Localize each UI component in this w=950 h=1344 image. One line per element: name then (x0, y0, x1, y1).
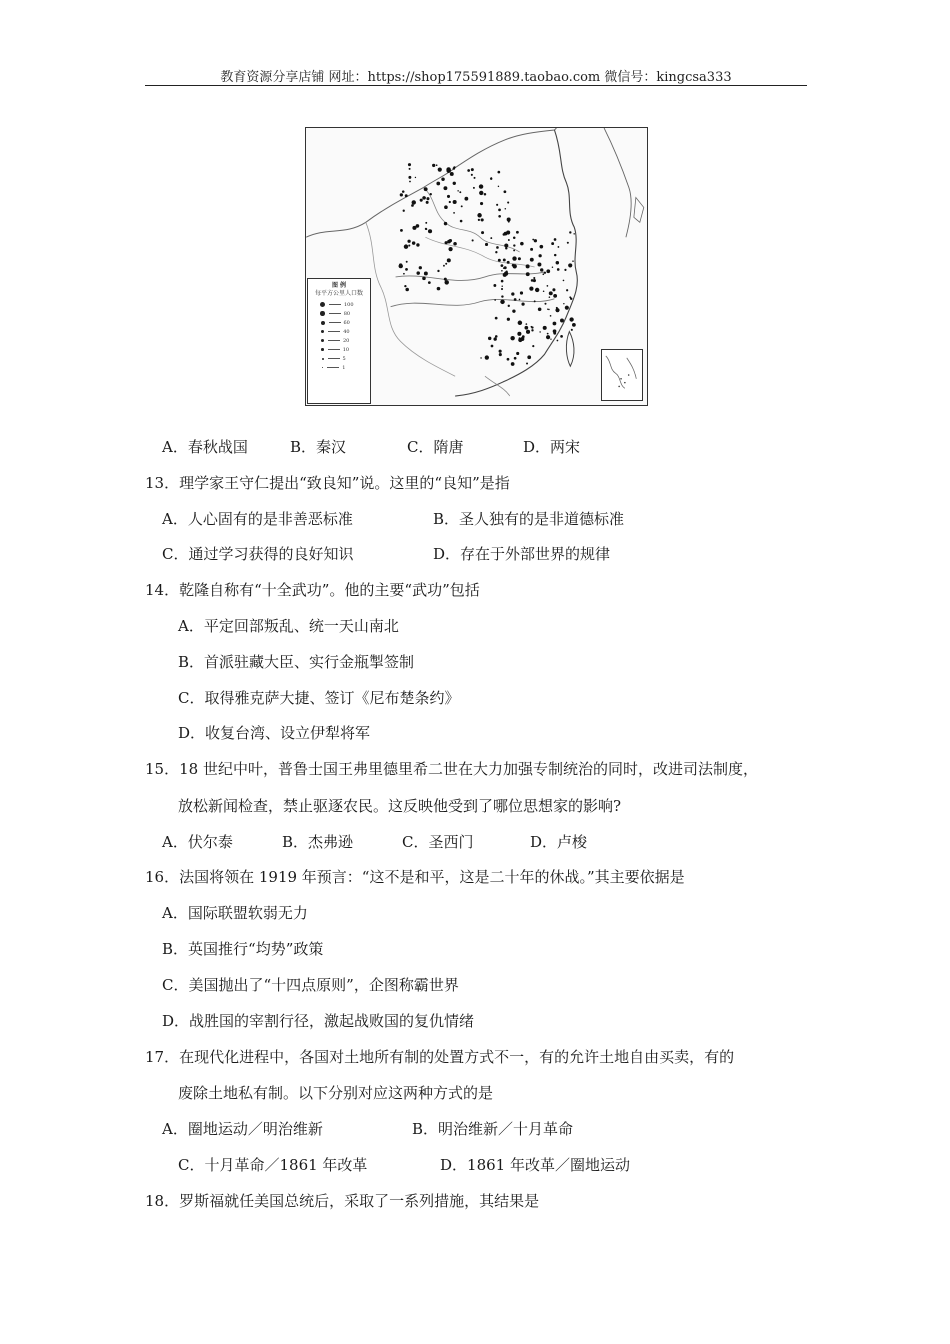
population-dot (430, 193, 432, 195)
population-dot (484, 193, 487, 196)
population-dot (529, 287, 533, 291)
legend-row (308, 336, 370, 345)
legend-value: 10 (342, 346, 350, 353)
population-dot (544, 303, 546, 305)
population-dot (507, 358, 510, 361)
population-dot (501, 280, 504, 283)
population-dot (531, 326, 533, 328)
population-dot (533, 277, 535, 279)
population-dot (428, 281, 431, 284)
population-dot (552, 288, 555, 291)
population-dot (507, 318, 510, 321)
population-dot (464, 197, 468, 201)
population-dot (508, 239, 510, 241)
population-dot (403, 273, 405, 275)
population-dot (473, 187, 475, 189)
q12-option-d: D．两宋 (523, 438, 581, 456)
population-dot (532, 345, 534, 347)
q15-stem-line2: 放松新闻检查，禁止驱逐农民。这反映他受到了哪位思想家的影响? (178, 797, 622, 815)
population-dot (445, 263, 447, 265)
population-dot (553, 294, 557, 298)
population-dot (531, 329, 533, 331)
population-dot (524, 326, 528, 330)
population-dot (564, 269, 566, 271)
population-dot (460, 220, 463, 223)
population-dot (522, 335, 525, 338)
population-dot (526, 363, 528, 365)
legend-value: 20 (343, 337, 350, 344)
population-dot (441, 177, 444, 180)
legend-row (308, 327, 370, 336)
population-dot (520, 242, 524, 246)
q12-option-b: B．秦汉 (290, 438, 347, 456)
population-dot (407, 240, 410, 243)
population-dot (412, 226, 416, 230)
population-dot (543, 326, 547, 330)
population-dot (412, 241, 415, 244)
population-dot (453, 182, 456, 185)
population-dot (563, 280, 565, 282)
legend-row (308, 354, 370, 363)
legend-value: 5 (342, 355, 346, 362)
population-dot (560, 335, 563, 338)
population-dot (494, 299, 496, 301)
population-dot (437, 270, 439, 272)
population-dot (478, 219, 480, 221)
population-dot (573, 233, 574, 234)
population-dot (514, 357, 517, 360)
legend-dot-icon (322, 358, 324, 360)
population-dot (453, 242, 457, 246)
population-dot (481, 218, 484, 221)
population-dot (448, 247, 452, 251)
population-dot (548, 309, 549, 310)
q16-option-c: C．美国抛出了“十四点原则”，企图称霸世界 (162, 976, 459, 994)
legend-value: 40 (343, 328, 350, 335)
legend-dot-icon (321, 339, 324, 342)
q16-stem: 16．法国将领在 1919 年预言：“这不是和平，这是二十年的休战。”其主要依据是 (145, 868, 685, 886)
population-dot (453, 212, 455, 214)
population-dot (501, 288, 503, 290)
legend-value: 80 (343, 310, 351, 317)
population-dot (409, 168, 411, 170)
population-dot (534, 300, 536, 302)
population-dot (501, 270, 503, 272)
population-dot (542, 273, 544, 275)
population-dot (424, 197, 425, 198)
population-dot (519, 299, 521, 301)
population-dot (443, 186, 447, 190)
population-dot (572, 323, 576, 327)
q13-stem: 13．理学家王守仁提出“致良知”说。这里的“良知”是指 (145, 474, 510, 492)
population-dot (514, 298, 517, 301)
population-dot (424, 187, 428, 191)
population-dot (457, 190, 458, 191)
population-dot (405, 268, 408, 271)
population-dot (408, 163, 411, 166)
population-dot (505, 208, 507, 210)
legend-title: 图 例 (331, 282, 347, 289)
q17-stem-line2: 废除土地私有制。以下分别对应这两种方式的是 (178, 1084, 494, 1102)
population-dot (415, 177, 416, 178)
population-dot (552, 266, 553, 267)
population-dot (500, 300, 504, 304)
population-dot (400, 229, 403, 232)
population-dot (511, 362, 515, 366)
population-dot (532, 239, 534, 241)
south-china-sea-inset (601, 349, 643, 401)
q14-stem: 14．乾隆自称有“十全武功”。他的主要“武功”包括 (145, 581, 480, 599)
population-dot (504, 232, 508, 236)
legend-line (328, 358, 340, 359)
population-dot (481, 231, 484, 234)
population-dot (471, 174, 473, 176)
population-dot (516, 352, 519, 355)
population-dot (447, 240, 451, 244)
population-dot (498, 215, 501, 218)
population-dot (508, 305, 510, 307)
population-dot (416, 271, 419, 274)
population-dot (472, 239, 474, 241)
population-dot (569, 296, 571, 298)
q14-option-b: B．首派驻藏大臣、实行金瓶掣签制 (178, 653, 415, 671)
population-dot (444, 205, 448, 209)
population-dot (569, 231, 571, 233)
population-dot (498, 186, 499, 187)
population-dot (513, 244, 515, 246)
population-dot (432, 164, 435, 167)
population-dot (520, 291, 523, 294)
q12-option-a: A．春秋战国 (162, 438, 248, 456)
population-dot (512, 256, 516, 260)
population-dot (546, 335, 550, 339)
population-dot (550, 338, 551, 339)
population-dot (557, 268, 560, 271)
q15-option-d: D．卢梭 (530, 833, 588, 851)
population-dot (511, 292, 514, 295)
legend-line (328, 349, 340, 350)
population-dot (516, 231, 519, 234)
population-dot (506, 270, 508, 272)
population-dot (419, 266, 422, 269)
population-dot (540, 268, 543, 271)
population-dot (527, 355, 531, 359)
legend-dot-icon (320, 302, 325, 307)
population-dot (546, 269, 550, 273)
population-dot (485, 243, 488, 246)
population-dot (554, 254, 556, 256)
population-dot (408, 176, 411, 179)
population-dot (404, 244, 408, 248)
page-header: 教育资源分享店铺 网址：https://shop175591889.taobao.com 微信号：kingcsa333 (220, 70, 732, 85)
q17-option-b: B．明治维新／十月革命 (412, 1120, 574, 1138)
population-dot (538, 307, 542, 311)
population-dot (496, 204, 498, 206)
population-dot (526, 272, 530, 276)
population-dot (490, 237, 492, 239)
population-dot (567, 242, 569, 244)
population-dot (543, 290, 545, 292)
population-dot (534, 239, 537, 242)
legend-dot-icon (321, 348, 324, 351)
population-dot (488, 337, 491, 340)
population-dot (428, 229, 432, 233)
population-dot (444, 222, 447, 225)
population-dot (496, 246, 499, 249)
population-dot (422, 277, 426, 281)
population-dot (480, 202, 483, 205)
population-dot (525, 323, 527, 325)
population-dot (425, 222, 427, 224)
population-dot (560, 319, 564, 323)
population-dot (513, 249, 515, 251)
legend-row (308, 363, 370, 372)
population-dot (426, 201, 429, 204)
population-dot (503, 258, 506, 261)
population-dot (399, 264, 403, 268)
population-dot (408, 244, 410, 246)
population-dot (495, 317, 498, 320)
legend-value: 60 (343, 319, 350, 326)
population-dot (508, 221, 510, 223)
population-dot (507, 261, 510, 264)
q15-stem-line1: 15．18 世纪中叶，普鲁士国王弗里德里希二世在大力加强专制统治的同时，改进司法制度， (145, 760, 758, 778)
population-dot (504, 190, 507, 193)
population-dot (474, 177, 476, 179)
population-dot (480, 357, 481, 358)
population-dot (550, 315, 552, 317)
population-dot (490, 177, 492, 179)
population-dot (404, 285, 406, 287)
population-dot (450, 172, 454, 176)
population-dot (513, 264, 517, 268)
legend-dot-icon (321, 321, 325, 325)
population-dot (530, 258, 534, 262)
population-dot (426, 197, 429, 200)
population-dot (518, 257, 521, 260)
population-dot (499, 350, 502, 353)
population-dot (479, 191, 483, 195)
population-dot (558, 246, 560, 248)
population-dot (572, 260, 574, 262)
population-dot (537, 263, 541, 267)
population-dot (517, 332, 521, 336)
population-dot (449, 201, 451, 203)
population-dot (495, 251, 497, 253)
population-dot (485, 355, 489, 359)
q12-option-c: C．隋唐 (407, 438, 464, 456)
population-dot (447, 195, 450, 198)
population-dot (403, 210, 405, 212)
population-dot (436, 182, 440, 186)
legend-dot-icon (321, 330, 325, 334)
population-dot (445, 241, 448, 244)
population-dot (412, 200, 416, 204)
q14-option-c: C．取得雅克萨大捷、签订《尼布楚条约》 (178, 689, 460, 707)
legend-line (329, 304, 341, 305)
population-dot (547, 285, 549, 287)
legend-line (328, 340, 340, 341)
population-dot (539, 331, 540, 332)
population-dot (544, 272, 546, 274)
population-dot (569, 317, 573, 321)
population-dot (566, 289, 568, 291)
population-dot (526, 330, 530, 334)
legend-line (329, 313, 341, 314)
population-dot (499, 353, 502, 356)
population-dot (555, 308, 559, 312)
legend-value: 100 (344, 301, 354, 308)
population-dot (459, 191, 461, 193)
q17-option-c: C．十月革命／1861 年改革 (178, 1156, 368, 1174)
population-dot (568, 263, 572, 267)
q18-stem: 18．罗斯福就任美国总统后，采取了一系列措施，其结果是 (145, 1192, 540, 1210)
population-dot (501, 286, 502, 287)
population-dot (447, 258, 451, 262)
population-dot (526, 264, 530, 268)
population-dot (504, 266, 507, 269)
population-dot (549, 291, 553, 295)
population-dot (479, 184, 483, 188)
population-dot (420, 199, 423, 202)
population-dot (553, 329, 557, 333)
q13-option-d: D．存在于外部世界的规律 (433, 545, 611, 563)
q16-option-b: B．英国推行“均势”政策 (162, 940, 324, 958)
population-dot (521, 303, 524, 306)
population-dot (400, 193, 403, 196)
population-dot (491, 345, 494, 348)
q16-option-d: D．战胜国的宰割行径，激起战败国的复仇情绪 (162, 1012, 475, 1030)
population-dot (540, 245, 544, 249)
q14-option-d: D．收复台湾、设立伊犁将军 (178, 724, 371, 742)
population-dot (444, 280, 448, 284)
q14-option-a: A．平定回部叛乱、统一天山南北 (178, 617, 399, 635)
population-dot (551, 242, 554, 245)
population-dot (507, 201, 509, 203)
legend-dot-icon (322, 367, 324, 369)
legend-line (327, 367, 339, 368)
legend-line (328, 331, 340, 332)
population-dot (553, 322, 557, 326)
population-dot (406, 261, 408, 263)
population-dot (498, 209, 501, 212)
legend-row (308, 300, 370, 309)
population-dot (409, 181, 411, 183)
population-dot (531, 279, 534, 282)
population-dot (477, 213, 481, 217)
legend-value: 1 (342, 364, 346, 371)
legend-row (308, 309, 370, 318)
q13-option-a: A．人心固有的是非善恶标准 (162, 510, 353, 528)
population-dot (519, 337, 521, 339)
header-rule (145, 85, 807, 86)
population-dot (530, 248, 533, 251)
population-dot (547, 308, 548, 309)
population-dot (446, 167, 450, 171)
legend-row (308, 318, 370, 327)
population-dot (493, 337, 496, 340)
population-dot (504, 243, 508, 247)
q17-option-a: A．圈地运动／明治维新 (162, 1120, 323, 1138)
population-dot (512, 309, 515, 312)
population-dots (399, 163, 576, 366)
population-dot (535, 288, 539, 292)
population-dot (436, 164, 438, 166)
population-dot (501, 295, 503, 297)
population-dot (444, 278, 447, 281)
population-dot (453, 200, 457, 204)
population-dot (461, 205, 463, 207)
population-dot (539, 254, 542, 257)
q17-option-d: D．1861 年改革／圈地运动 (440, 1156, 630, 1174)
legend-rows (308, 300, 370, 372)
population-dot (438, 168, 442, 172)
q16-option-a: A．国际联盟软弱无力 (162, 904, 308, 922)
population-dot (493, 284, 496, 287)
population-dot (518, 321, 523, 326)
population-dot (467, 169, 470, 172)
population-dot (424, 271, 428, 275)
population-dot (405, 194, 408, 197)
population-dot (557, 340, 559, 342)
legend-line (329, 322, 341, 323)
q15-option-a: A．伏尔泰 (162, 833, 233, 851)
population-dot (556, 261, 559, 264)
q17-stem-line1: 17．在现代化进程中，各国对土地所有制的处置方式不一，有的允许土地自由买卖，有的 (145, 1048, 735, 1066)
population-dot (547, 333, 549, 335)
population-density-map (305, 127, 648, 406)
population-dot (471, 168, 474, 171)
population-dot (513, 337, 515, 339)
population-dot (501, 264, 504, 267)
population-dot (416, 243, 419, 246)
q15-option-b: B．杰弗逊 (282, 833, 354, 851)
q13-option-c: C．通过学习获得的良好知识 (162, 545, 354, 563)
population-dot (498, 259, 501, 262)
legend-dot-icon (320, 311, 325, 316)
population-dot (549, 296, 551, 298)
population-dot (411, 204, 414, 207)
population-dot (563, 303, 564, 304)
population-dot (571, 329, 573, 331)
population-dot (513, 237, 516, 240)
population-dot (554, 238, 557, 241)
population-dot (497, 171, 500, 174)
q15-option-c: C．圣西门 (402, 833, 474, 851)
population-dot (425, 228, 427, 230)
population-dot (443, 265, 445, 267)
population-dot (402, 190, 405, 193)
legend-row (308, 345, 370, 354)
population-dot (453, 167, 456, 170)
population-dot (565, 306, 569, 310)
population-dot (495, 335, 498, 338)
population-dot (505, 247, 507, 249)
population-dot (437, 287, 441, 291)
population-dot (405, 288, 409, 292)
q13-option-b: B．圣人独有的是非道德标准 (433, 510, 625, 528)
legend-subtitle: 每平方公里人口数 (314, 290, 363, 297)
map-legend (307, 278, 371, 404)
